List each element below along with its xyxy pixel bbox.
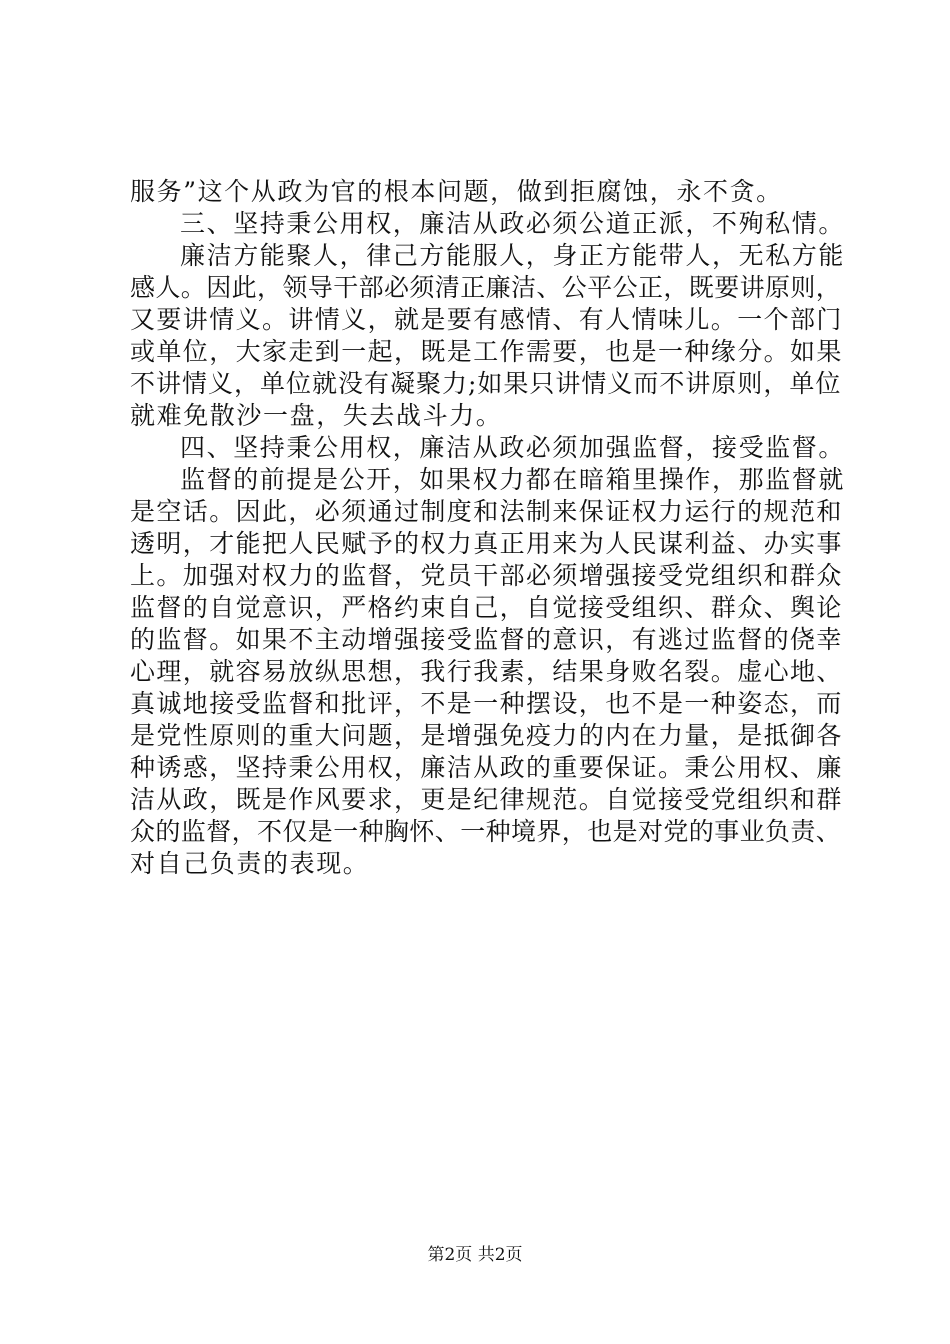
text-line: 是空话。因此，必须通过制度和法制来保证权力运行的规范和 [130, 497, 843, 526]
text-line: 真诚地接受监督和批评，不是一种摆设，也不是一种姿态，而 [130, 689, 843, 718]
text-line: 对自己负责的表现。 [130, 849, 370, 878]
text-line: 的监督。如果不主动增强接受监督的意识，有逃过监督的侥幸 [130, 625, 843, 654]
text-line: 心理，就容易放纵思想，我行我素，结果身败名裂。虚心地、 [130, 657, 843, 686]
text-line: 感人。因此，领导干部必须清正廉洁、公平公正，既要讲原则， [130, 273, 842, 302]
text-line: 不讲情义，单位就没有凝聚力;如果只讲情义而不讲原则，单位 [130, 369, 842, 398]
text-line: 监督的自觉意识，严格约束自己，自觉接受组织、群众、舆论 [130, 593, 843, 622]
section-heading-3: 三、坚持秉公用权，廉洁从政必须公道正派，不殉私情。 [180, 209, 846, 238]
text-line: 是党性原则的重大问题，是增强免疫力的内在力量，是抵御各 [130, 721, 843, 750]
text-line: 种诱惑，坚持秉公用权，廉洁从政的重要保证。秉公用权、廉 [130, 753, 843, 782]
text-line: 廉洁方能聚人，律己方能服人，身正方能带人，无私方能 [180, 241, 846, 270]
text-line: 监督的前提是公开，如果权力都在暗箱里操作，那监督就 [180, 465, 846, 494]
text-line: 或单位，大家走到一起，既是工作需要，也是一种缘分。如果 [130, 337, 843, 366]
section-heading-4: 四、坚持秉公用权，廉洁从政必须加强监督，接受监督。 [180, 433, 846, 462]
text-line: 又要讲情义。讲情义，就是要有感情、有人情味儿。一个部门 [130, 305, 843, 334]
text-line: 众的监督，不仅是一种胸怀、一种境界，也是对党的事业负责、 [130, 817, 842, 846]
text-line: 透明，才能把人民赋予的权力真正用来为人民谋利益、办实事 [130, 529, 843, 558]
text-line: 服务”这个从政为官的根本问题，做到拒腐蚀，永不贪。 [130, 177, 783, 206]
text-line: 上。加强对权力的监督，党员干部必须增强接受党组织和群众 [130, 561, 843, 590]
text-line: 洁从政，既是作风要求，更是纪律规范。自觉接受党组织和群 [130, 785, 843, 814]
page-footer: 第2页 共2页 [427, 1245, 523, 1265]
text-line: 就难免散沙一盘，失去战斗力。 [130, 401, 503, 430]
